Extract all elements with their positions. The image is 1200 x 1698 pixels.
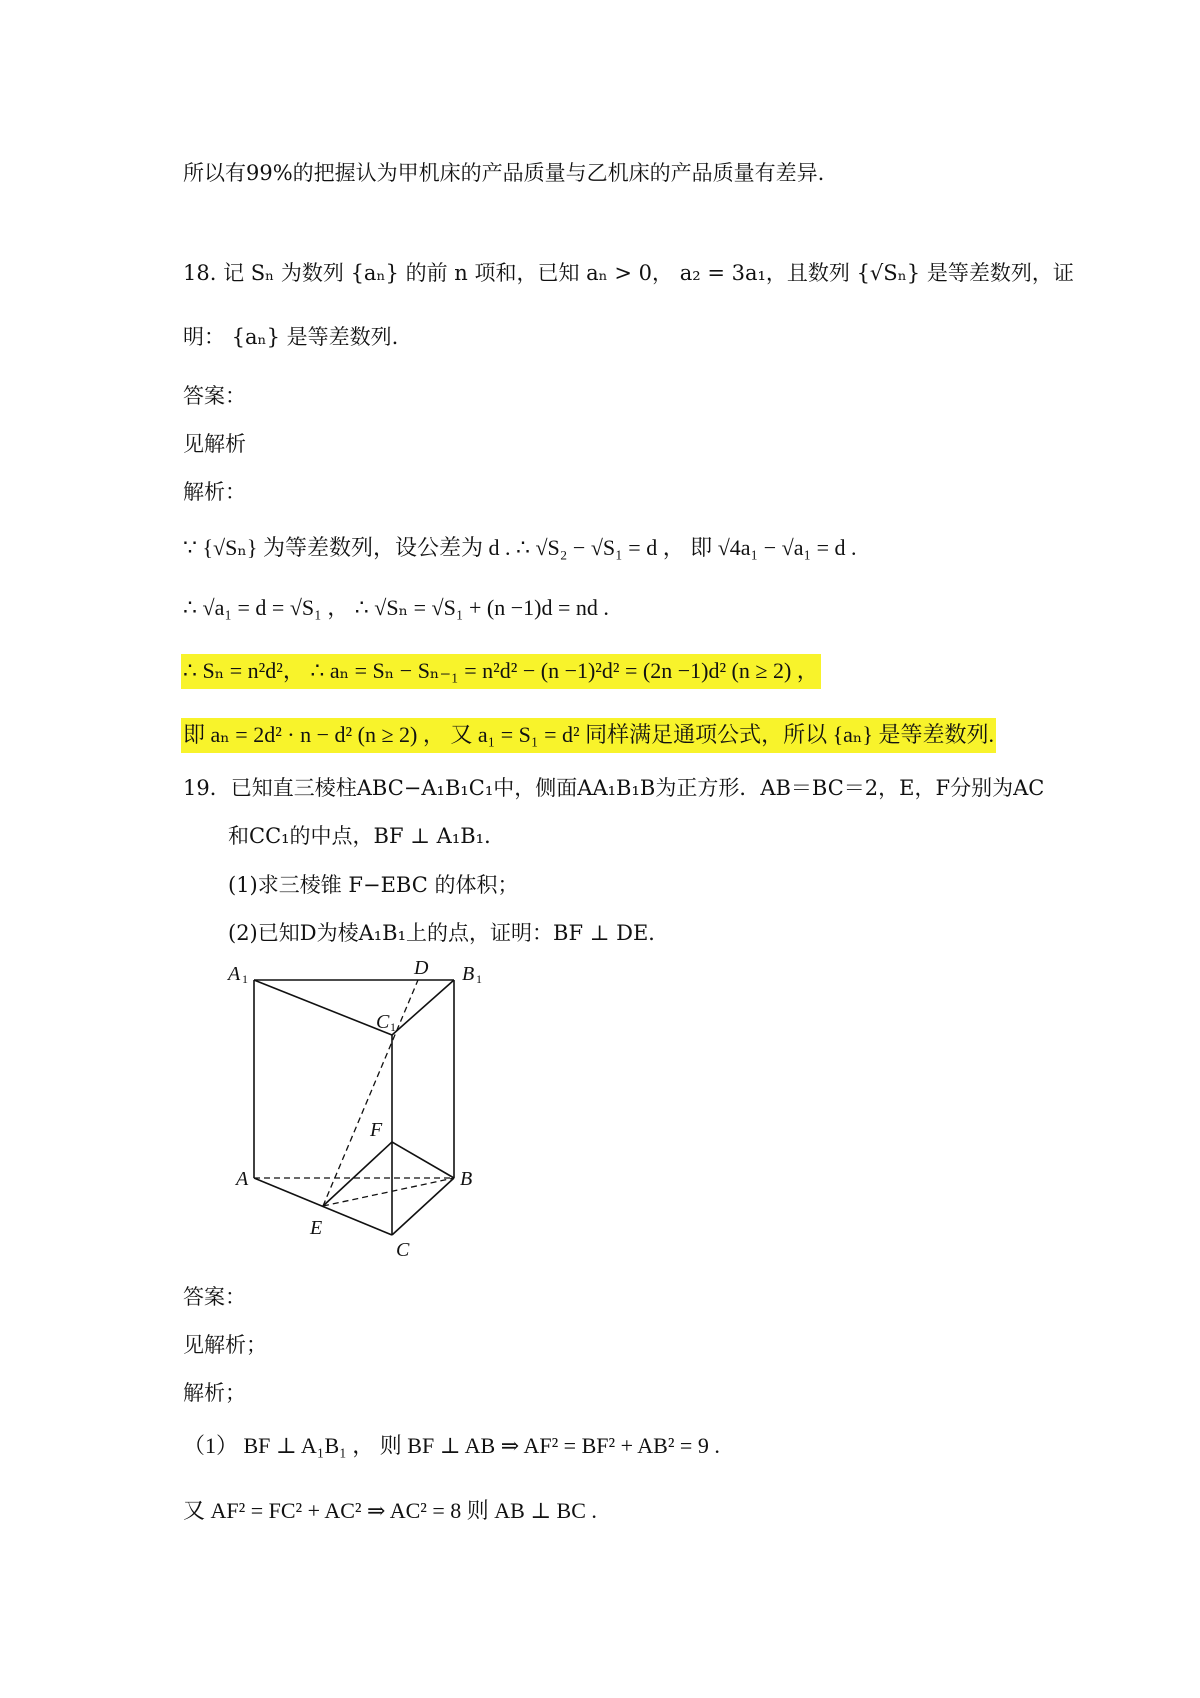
- q19-step2: 又 AF² = FC² + AC² ⇒ AC² = 8 则 AB ⊥ BC .: [183, 1498, 597, 1523]
- label-C1: C: [376, 1011, 390, 1033]
- q19-part1: (1)求三棱锥 F−EBC 的体积；: [228, 873, 519, 897]
- q18-stem-line2: 明： {aₙ} 是等差数列.: [183, 325, 399, 349]
- q18-step4-wrap: [181, 720, 996, 750]
- edge-CB: [392, 1178, 454, 1235]
- q19-stem-line2: 和CC₁的中点，BF ⊥ A₁B₁．: [228, 824, 506, 848]
- q19-part2: (2)已知D为棱A₁B₁上的点，证明：BF ⊥ DE．: [228, 921, 670, 945]
- q18-stem-line1: 18. 记 Sₙ 为数列 {aₙ} 的前 n 项和，已知 aₙ > 0， a₂ = 3a₁，且数列 {√Sₙ} 是等差数列，证: [183, 261, 1074, 285]
- edge-FB: [392, 1142, 454, 1178]
- q19-step1: （1） BF ⊥ A₁B₁ ， 则 BF ⊥ AB ⇒ AF² = BF² + AB² = 9 .: [183, 1433, 720, 1458]
- q18-step4: 即 aₙ = 2d² · n − d² (n ≥ 2) ， 又 a₁ = S₁ = d² 同样满足通项公式，所以 {aₙ} 是等差数列.: [181, 718, 996, 753]
- q18-answer-text: 见解析: [183, 432, 246, 456]
- edge-EB-hidden: [323, 1178, 454, 1206]
- q18-analysis-label: 解析：: [183, 480, 246, 504]
- label-D: D: [414, 957, 429, 979]
- label-A: A: [236, 1168, 249, 1190]
- q18-answer-label: 答案：: [183, 384, 246, 408]
- q18-step2: ∴ √a₁ = d = √S₁ ， ∴ √Sₙ = √S₁ + (n −1)d = nd .: [183, 595, 609, 620]
- label-B1-sub: 1: [476, 972, 482, 986]
- q18-step3-wrap: [181, 656, 821, 686]
- q19-answer-text: 见解析；: [183, 1333, 267, 1357]
- q19-stem-line1: 19．已知直三棱柱ABC−A₁B₁C₁中，侧面AA₁B₁B为正方形．AB＝BC＝2，E，F分别为AC: [183, 776, 1045, 800]
- edge-AC: [254, 1178, 392, 1235]
- q18-step3: ∴ Sₙ = n²d²， ∴ aₙ = Sₙ − Sₙ₋₁ = n²d² − (n −1)²d² = (2n −1)d² (n ≥ 2) ，: [181, 654, 821, 689]
- label-F: F: [370, 1119, 383, 1141]
- label-B: B: [460, 1168, 473, 1190]
- edge-C1B1: [392, 980, 454, 1035]
- prism-figure: [210, 952, 510, 1272]
- label-A1-sub: 1: [242, 972, 248, 986]
- q19-analysis-label: 解析；: [183, 1381, 246, 1405]
- label-E: E: [310, 1217, 323, 1239]
- q19-answer-label: 答案：: [183, 1285, 246, 1309]
- edge-EF: [323, 1142, 392, 1206]
- label-C: C: [396, 1239, 410, 1261]
- q18-step1: ∵ {√Sₙ} 为等差数列，设公差为 d . ∴ √S₂ − √S₁ = d ， 即 √4a₁ − √a₁ = d .: [183, 535, 857, 560]
- label-C1-sub: 1: [390, 1020, 396, 1034]
- edge-A1C1: [254, 980, 392, 1035]
- q17-conclusion: 所以有99%的把握认为甲机床的产品质量与乙机床的产品质量有差异.: [183, 161, 825, 185]
- label-B1: B: [462, 963, 475, 985]
- label-A1: A: [228, 963, 241, 985]
